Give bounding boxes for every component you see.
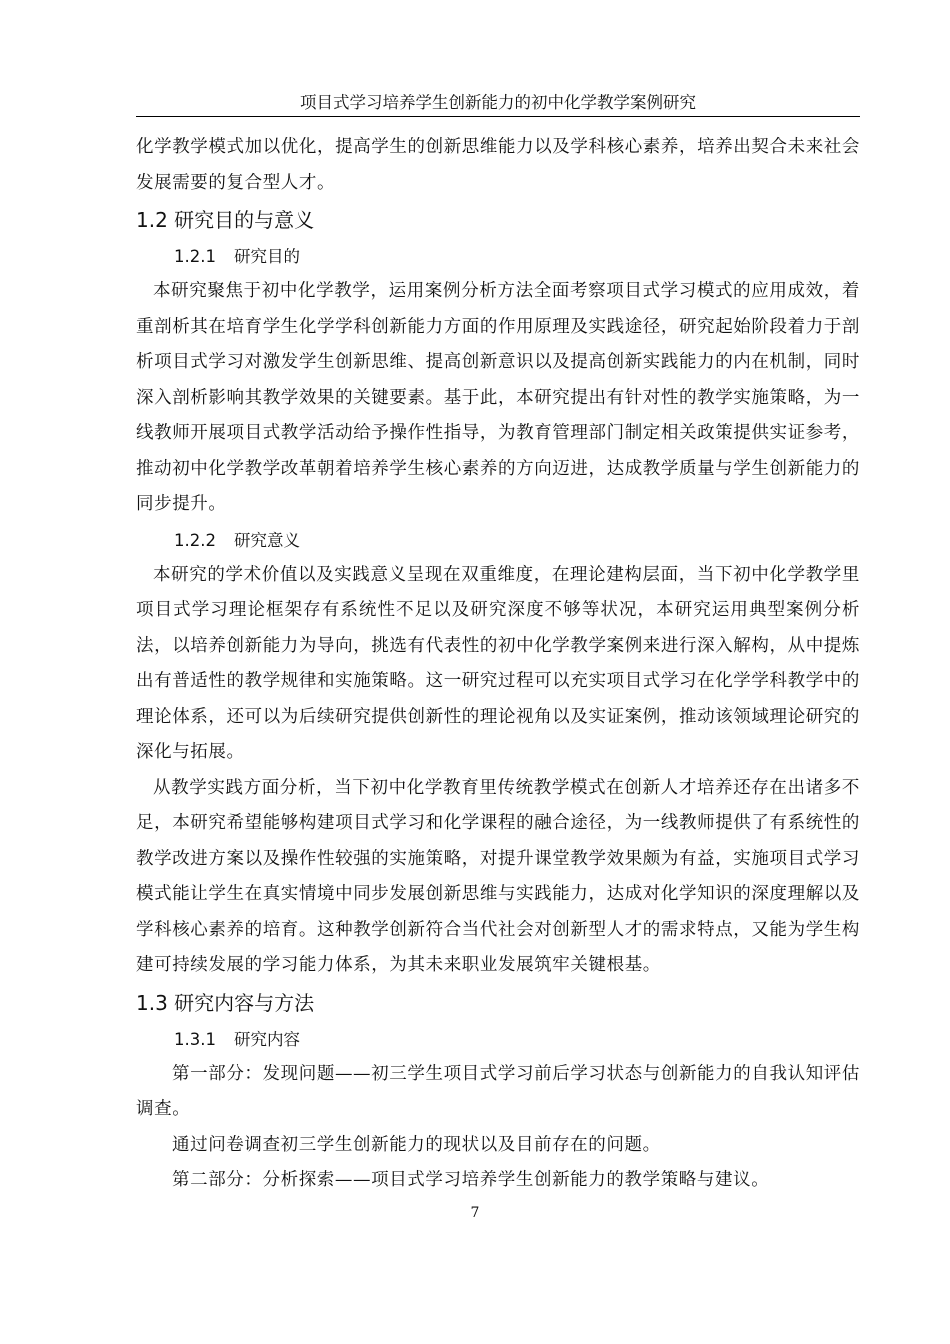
subsection-title: 研究内容 [233,1029,300,1049]
section-heading-1-3: 1.3 研究内容与方法 [136,990,315,1015]
subsection-number: 1.2.2 [174,530,216,550]
section-heading-1-2: 1.2 研究目的与意义 [136,208,315,232]
subsection-heading-1-2-2 [136,523,860,558]
subsection-number: 1.3.1 [174,1029,216,1049]
page-number: 7 [470,1205,480,1221]
paragraph-part-two: 第二部分：分析探索——项目式学习培养学生创新能力的教学策略与建议。 [172,1170,770,1190]
subsection-heading-1-2-1 [136,239,860,274]
subsection-title: 研究意义 [233,530,300,550]
subsection-number: 1.2.1 [174,247,216,266]
paragraph-part-one: 第一部分：发现问题——初三学生项目式学习前后学习状态与创新能力的自我认知评估调查。 [136,1063,861,1119]
paragraph-research-purpose: 本研究聚焦于初中化学教学，运用案例分析方法全面考察项目式学习模式的应用成效，着重剖析其在培育学生化学学科创新能力方面的作用原理及实践途径，研究起始阶段着力于剖析项目式学习对激发学生创新思维、提高创新意识以及提高创新实践能力的内在机制，同时深入剖析影响其教学效果的关键要素。基于此，本研究提出有针对性的教学实施策略，为一线教师开展项目式教学活动给予操作性指导，为教育管理部门制定相关政策提供实证参考，推动初中化学教学改革朝着培养学生核心素养的方向迈进，达成教学质量与学生创新能力的同步提升。 [136,281,860,514]
paragraph-survey: 通过问卷调查初三学生创新能力的现状以及目前存在的问题。 [172,1134,661,1155]
paragraph-continuation: 化学教学模式加以优化，提高学生的创新思维能力以及学科核心素养，培养出契合未来社会发展需要的复合型人才。 [136,137,860,193]
subsection-heading-1-3-1 [136,1022,860,1057]
header-rule [136,116,860,117]
paragraph-research-significance-practice: 从教学实践方面分析，当下初中化学教育里传统教学模式在创新人才培养还存在出诸多不足，本研究希望能够构建项目式学习和化学课程的融合途径，为一线教师提供了有系统性的教学改进方案以及操作性较强的实施策略，对提升课堂教学效果颇为有益，实施项目式学习模式能让学生在真实情境中同步发展创新思维与实践能力，达成对化学知识的深度理解以及学科核心素养的培育。这种教学创新符合当代社会对创新型人才的需求特点，又能为学生构建可持续发展的学习能力体系，为其未来职业发展筑牢关键根基。 [136,777,860,975]
subsection-title: 研究目的 [233,247,300,266]
running-header: 项目式学习培养学生创新能力的初中化学教学案例研究 [300,93,696,112]
paragraph-research-significance-theory: 本研究的学术价值以及实践意义呈现在双重维度，在理论建构层面，当下初中化学教学里项目式学习理论框架存有系统性不足以及研究深度不够等状况，本研究运用典型案例分析法，以培养创新能力为导向，挑选有代表性的初中化学教学案例来进行深入解构，从中提炼出有普适性的教学规律和实施策略。这一研究过程可以充实项目式学习在化学学科教学中的理论体系，还可以为后续研究提供创新性的理论视角以及实证案例，推动该领域理论研究的深化与拓展。 [136,564,860,762]
page-content [136,130,860,1199]
